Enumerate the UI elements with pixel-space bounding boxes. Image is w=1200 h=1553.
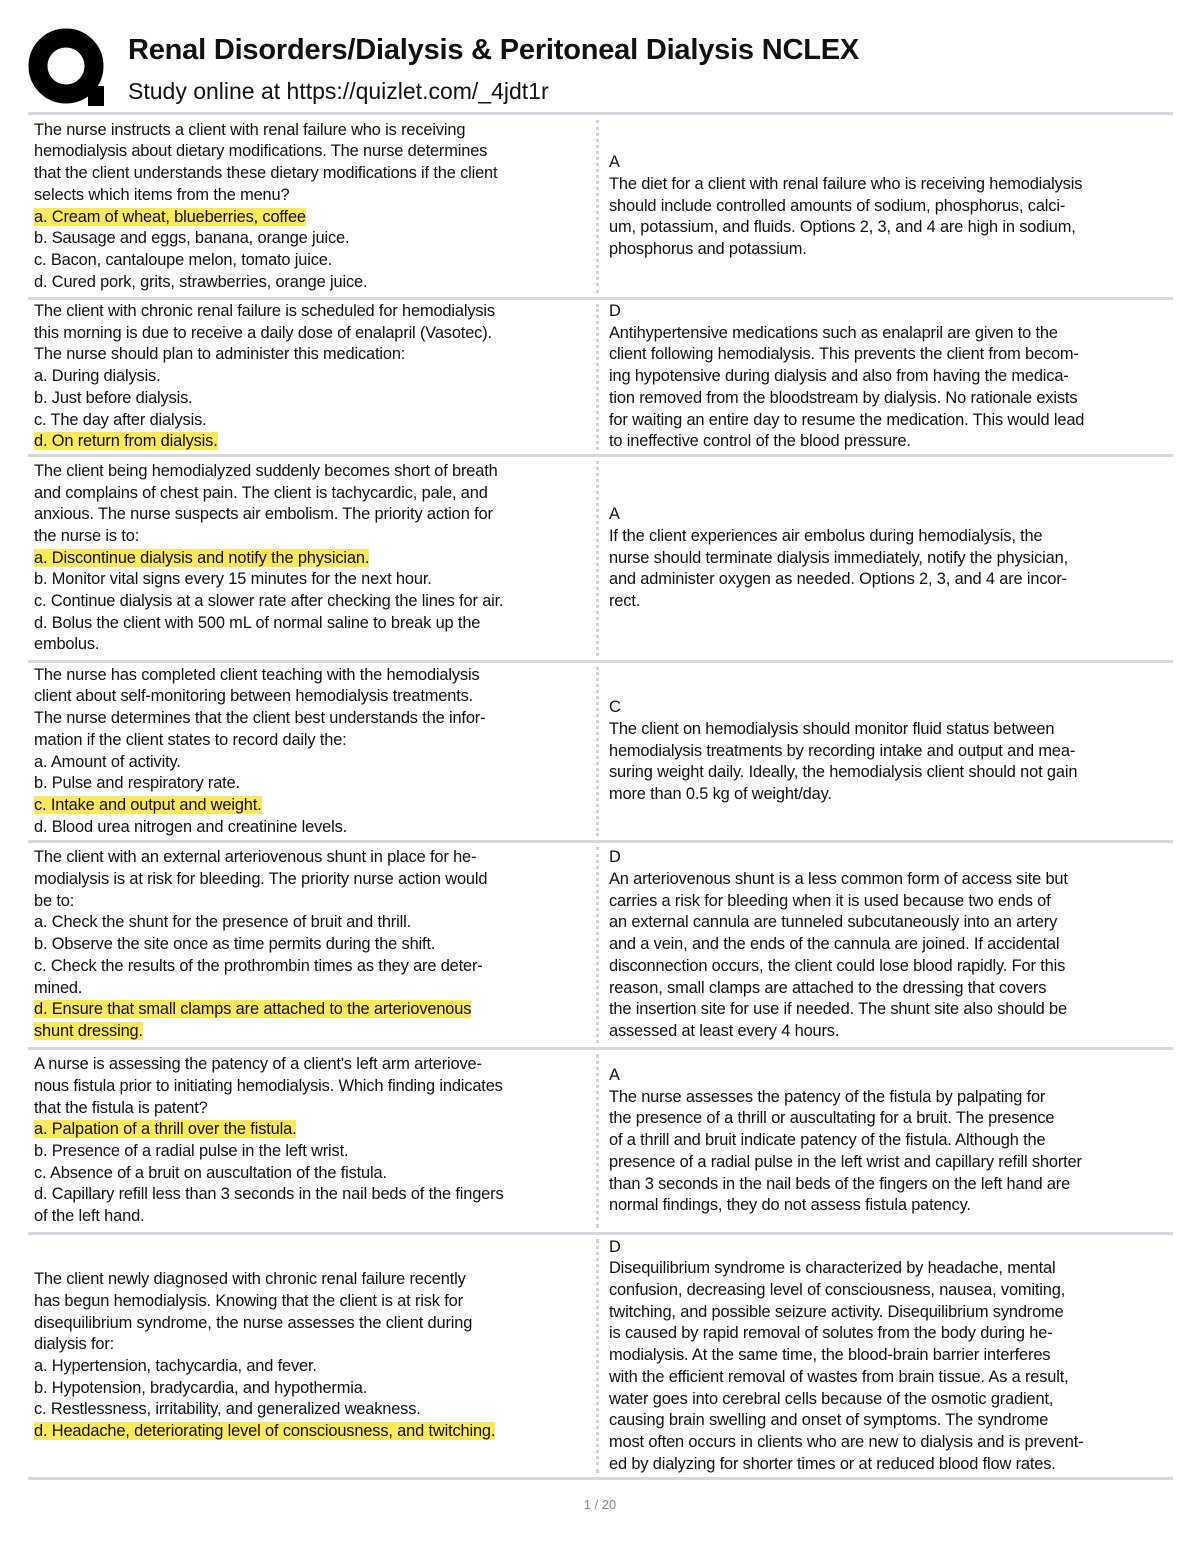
rationale-line: the presence of a thrill or auscultating for a bruit. The presence bbox=[609, 1109, 1055, 1128]
rationale-line: twitching, and possible seizure activity. Disequilibrium syndrome bbox=[609, 1302, 1064, 1321]
question-text bbox=[28, 116, 596, 297]
question-line: hemodialysis about dietary modifications. The nurse determines bbox=[34, 142, 488, 161]
question-line: modialysis is at risk for bleeding. The priority nurse action would bbox=[34, 870, 488, 889]
question-line: a. During dialysis. bbox=[34, 367, 161, 386]
rationale-line: water goes into cerebral cells because of the osmotic gradient, bbox=[609, 1389, 1054, 1408]
question-line: d. Blood urea nitrogen and creatinine levels. bbox=[34, 817, 348, 836]
rationale-line: ing hypotensive during dialysis and also from having the medica- bbox=[609, 367, 1069, 386]
question-text bbox=[28, 457, 596, 660]
rationale-line: modialysis. At the same time, the blood-brain barrier interferes bbox=[609, 1346, 1051, 1365]
question-text bbox=[28, 663, 596, 840]
answer-letter: D bbox=[609, 1237, 621, 1256]
question-line: anxious. The nurse suspects air embolism. The priority action for bbox=[34, 505, 493, 524]
rationale-line: ed by dialyzing for shorter times or at reduced blood flow rates. bbox=[609, 1454, 1056, 1473]
rationale-line: phosphorus and potassium. bbox=[609, 240, 807, 259]
rationale-line: of a thrill and bruit indicate patency of the fistula. Although the bbox=[609, 1131, 1046, 1150]
flashcard-row bbox=[28, 843, 1173, 1050]
rationale-line: than 3 seconds in the nail beds of the fingers on the left hand are bbox=[609, 1174, 1071, 1193]
answer-letter: A bbox=[609, 505, 620, 524]
question-line: that the fistula is patent? bbox=[34, 1098, 208, 1117]
question-line: a. Check the shunt for the presence of bruit and thrill. bbox=[34, 913, 411, 932]
answer-letter: A bbox=[609, 153, 620, 172]
rationale-line: and a vein, and the ends of the cannula are joined. If accidental bbox=[609, 935, 1060, 954]
rationale-line: Disequilibrium syndrome is characterized by headache, mental bbox=[609, 1259, 1056, 1278]
rationale-line: more than 0.5 kg of weight/day. bbox=[609, 785, 832, 804]
correct-answer-option: a. Palpation of a thrill over the fistula. bbox=[34, 1120, 297, 1139]
correct-answer-option: shunt dressing. bbox=[34, 1021, 143, 1040]
flashcard-list bbox=[28, 116, 1173, 1480]
question-line: this morning is due to receive a daily dose of enalapril (Vasotec). bbox=[34, 323, 492, 342]
rationale-line: nurse should terminate dialysis immediately, notify the physician, bbox=[609, 548, 1068, 567]
question-line: b. Presence of a radial pulse in the left wrist. bbox=[34, 1142, 349, 1160]
question-line: The client with an external arteriovenous shunt in place for he- bbox=[34, 848, 477, 867]
answer-letter: C bbox=[609, 698, 621, 717]
rationale-line: rect. bbox=[609, 592, 641, 611]
question-line: a. Hypertension, tachycardia, and fever. bbox=[34, 1357, 317, 1375]
question-text bbox=[28, 1235, 596, 1477]
question-line: b. Observe the site once as time permits during the shift. bbox=[34, 935, 436, 954]
flashcard-row bbox=[28, 663, 1173, 843]
rationale-line: with the efficient removal of wastes from brain tissue. As a result, bbox=[609, 1367, 1069, 1386]
answer-text bbox=[602, 1050, 1173, 1232]
rationale-line: um, potassium, and fluids. Options 2, 3, and 4 are high in sodium, bbox=[609, 218, 1076, 237]
page-title: Renal Disorders/Dialysis & Peritoneal Dialysis NCLEX bbox=[128, 34, 859, 66]
question-line: embolus. bbox=[34, 635, 100, 654]
rationale-line: confusion, decreasing level of consciousness, nausea, vomiting, bbox=[609, 1281, 1066, 1300]
correct-answer-option: c. Intake and output and weight. bbox=[34, 795, 262, 814]
page-indicator: 1 / 20 bbox=[583, 1497, 617, 1512]
question-line: d. Capillary refill less than 3 seconds in the nail beds of the fingers bbox=[34, 1185, 504, 1204]
rationale-line: client following hemodialysis. This prevents the client from becom- bbox=[609, 345, 1079, 364]
question-line: c. Bacon, cantaloupe melon, tomato juice. bbox=[34, 250, 333, 269]
question-line: client about self-monitoring between hemodialysis treatments. bbox=[34, 687, 474, 706]
page-header bbox=[28, 28, 1178, 108]
question-line: of the left hand. bbox=[34, 1207, 145, 1226]
rationale-line: The client on hemodialysis should monitor fluid status between bbox=[609, 719, 1055, 738]
rationale-line: and administer oxygen as needed. Options 2, 3, and 4 are incor- bbox=[609, 570, 1067, 589]
rationale-line: The nurse assesses the patency of the fistula by palpating for bbox=[609, 1087, 1046, 1106]
question-line: The nurse has completed client teaching with the hemodialysis bbox=[34, 665, 480, 684]
question-line: b. Just before dialysis. bbox=[34, 388, 193, 407]
answer-letter: D bbox=[609, 302, 621, 321]
rationale-line: should include controlled amounts of sodium, phosphorus, calci- bbox=[609, 196, 1066, 215]
question-line: b. Pulse and respiratory rate. bbox=[34, 774, 240, 793]
rationale-line: tion removed from the bloodstream by dialysis. No rationale exists bbox=[609, 388, 1078, 407]
question-line: c. Check the results of the prothrombin times as they are deter- bbox=[34, 956, 483, 975]
answer-text bbox=[602, 1235, 1173, 1477]
rationale-line: is caused by rapid removal of solutes from the body during he- bbox=[609, 1324, 1053, 1343]
question-line: has begun hemodialysis. Knowing that the client is at risk for bbox=[34, 1291, 463, 1310]
rationale-line: Antihypertensive medications such as enalapril are given to the bbox=[609, 323, 1058, 342]
rationale-line: disconnection occurs, the client could lose blood rapidly. For this bbox=[609, 956, 1066, 975]
question-line: dialysis for: bbox=[34, 1335, 115, 1354]
correct-answer-option: d. On return from dialysis. bbox=[34, 432, 218, 451]
flashcard-row bbox=[28, 1050, 1173, 1235]
question-line: mined. bbox=[34, 978, 83, 997]
question-text bbox=[28, 1050, 596, 1232]
answer-text bbox=[602, 663, 1173, 840]
answer-text bbox=[602, 300, 1173, 454]
question-line: mation if the client states to record daily the: bbox=[34, 730, 347, 749]
answer-letter: D bbox=[609, 848, 621, 867]
question-line: and complains of chest pain. The client is tachycardic, pale, and bbox=[34, 483, 488, 502]
rationale-line: The diet for a client with renal failure who is receiving hemodialysis bbox=[609, 174, 1083, 193]
flashcard-row bbox=[28, 1235, 1173, 1480]
quizlet-q-logo-icon bbox=[28, 28, 108, 108]
rationale-line: for waiting an entire day to resume the medication. This would lead bbox=[609, 410, 1085, 429]
rationale-line: assessed at least every 4 hours. bbox=[609, 1021, 840, 1040]
rationale-line: the insertion site for use if needed. The shunt site also should be bbox=[609, 1000, 1067, 1019]
correct-answer-option: d. Ensure that small clamps are attached to the arteriovenous bbox=[34, 1000, 472, 1019]
question-line: b. Monitor vital signs every 15 minutes for the next hour. bbox=[34, 570, 432, 589]
rationale-line: reason, small clamps are attached to the dressing that covers bbox=[609, 978, 1047, 997]
rationale-line: carries a risk for bleeding when it is used because two ends of bbox=[609, 891, 1051, 910]
question-text bbox=[28, 843, 596, 1047]
question-line: A nurse is assessing the patency of a client's left arm arteriove- bbox=[34, 1055, 482, 1074]
question-line: c. Restlessness, irritability, and generalized weakness. bbox=[34, 1400, 421, 1419]
question-line: The client with chronic renal failure is scheduled for hemodialysis bbox=[34, 302, 495, 321]
question-line: c. Absence of a bruit on auscultation of the fistula. bbox=[34, 1163, 387, 1182]
question-line: d. Cured pork, grits, strawberries, orange juice. bbox=[34, 272, 368, 291]
question-line: a. Amount of activity. bbox=[34, 752, 181, 771]
question-line: The client newly diagnosed with chronic renal failure recently bbox=[34, 1270, 466, 1289]
header-divider bbox=[28, 112, 1173, 115]
answer-letter: A bbox=[609, 1066, 620, 1085]
question-line: selects which items from the menu? bbox=[34, 185, 290, 204]
answer-text bbox=[602, 843, 1173, 1047]
correct-answer-option: a. Discontinue dialysis and notify the physician. bbox=[34, 548, 370, 567]
question-line: The nurse instructs a client with renal failure who is receiving bbox=[34, 120, 466, 139]
correct-answer-option: a. Cream of wheat, blueberries, coffee bbox=[34, 207, 306, 226]
rationale-line: An arteriovenous shunt is a less common form of access site but bbox=[609, 870, 1068, 889]
rationale-line: hemodialysis treatments by recording intake and output and mea- bbox=[609, 741, 1076, 760]
rationale-line: suring weight daily. Ideally, the hemodialysis client should not gain bbox=[609, 763, 1078, 782]
question-line: be to: bbox=[34, 891, 75, 910]
question-line: that the client understands these dietary modifications if the client bbox=[34, 164, 498, 183]
question-line: d. Bolus the client with 500 mL of normal saline to break up the bbox=[34, 613, 481, 632]
question-line: b. Sausage and eggs, banana, orange juice. bbox=[34, 229, 350, 248]
flashcard-row bbox=[28, 116, 1173, 300]
rationale-line: most often occurs in clients who are new to dialysis and is prevent- bbox=[609, 1432, 1084, 1451]
rationale-line: normal findings, they do not assess fistula patency. bbox=[609, 1196, 971, 1215]
question-line: The nurse determines that the client best understands the infor- bbox=[34, 709, 486, 728]
question-line: b. Hypotension, bradycardia, and hypothermia. bbox=[34, 1378, 368, 1397]
question-line: The client being hemodialyzed suddenly becomes short of breath bbox=[34, 461, 498, 480]
question-line: disequilibrium syndrome, the nurse assesses the client during bbox=[34, 1313, 473, 1332]
rationale-line: If the client experiences air embolus during hemodialysis, the bbox=[609, 526, 1043, 545]
rationale-line: presence of a radial pulse in the left wrist and capillary refill shorter bbox=[609, 1152, 1082, 1171]
flashcard-row bbox=[28, 457, 1173, 663]
question-line: nous fistula prior to initiating hemodialysis. Which finding indicates bbox=[34, 1076, 503, 1095]
answer-text bbox=[602, 457, 1173, 660]
flashcard-row bbox=[28, 300, 1173, 457]
question-line: c. The day after dialysis. bbox=[34, 410, 207, 429]
study-link[interactable]: Study online at https://quizlet.com/_4jdt1r bbox=[128, 78, 549, 104]
rationale-line: causing brain swelling and onset of symptoms. The syndrome bbox=[609, 1411, 1049, 1430]
answer-text bbox=[602, 116, 1173, 297]
correct-answer-option: d. Headache, deteriorating level of consciousness, and twitching. bbox=[34, 1422, 496, 1441]
question-line: c. Continue dialysis at a slower rate after checking the lines for air. bbox=[34, 592, 504, 611]
question-line: The nurse should plan to administer this medication: bbox=[34, 345, 406, 364]
question-line: the nurse is to: bbox=[34, 526, 140, 545]
rationale-line: an external cannula are tunneled subcutaneously into an artery bbox=[609, 913, 1058, 932]
rationale-line: to ineffective control of the blood pressure. bbox=[609, 432, 911, 451]
question-text bbox=[28, 300, 596, 454]
